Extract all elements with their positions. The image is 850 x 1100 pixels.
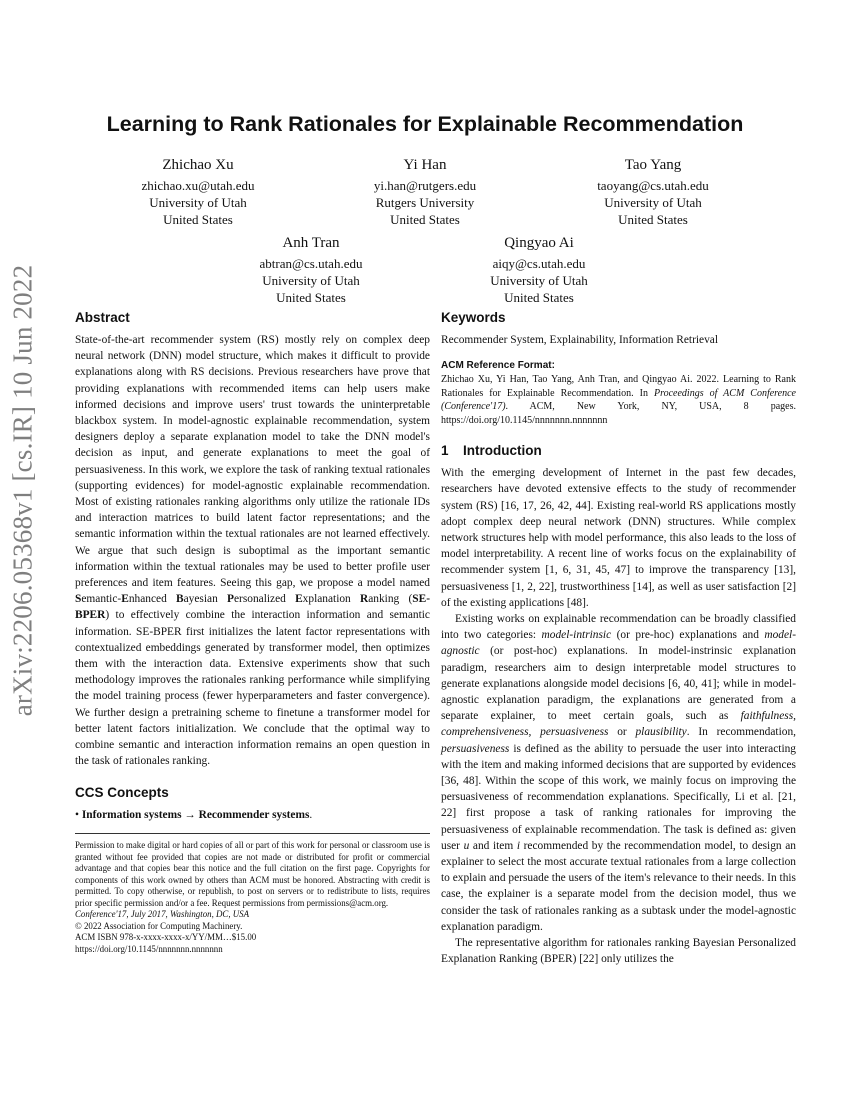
author-email: taoyang@cs.utah.edu [597,178,709,193]
author-name: Zhichao Xu [162,157,234,173]
author-name: Yi Han [403,157,447,173]
model-acronym: SE-BPER [75,593,430,622]
author-country: United States [504,290,574,305]
introduction-heading: 1 Introduction [441,443,542,459]
author-name: Tao Yang [624,157,682,173]
ccs-concept-item: • Information systems → Recommender systems. [75,809,313,822]
author-affiliation: University of Utah [149,195,247,210]
author-affiliation: Rutgers University [375,195,475,210]
author-affiliation: University of Utah [604,195,702,210]
keywords-text: Recommender System, Explainability, Information Retrieval [441,334,718,346]
abstract-heading: Abstract [75,310,130,325]
acm-reference-heading: ACM Reference Format: [441,360,555,372]
keywords-heading: Keywords [441,310,506,325]
author-name: Anh Tran [282,235,340,251]
author-block [563,155,743,228]
conference-info: Conference'17, July 2017, Washington, DC, USA [75,909,250,920]
author-email: yi.han@rutgers.edu [373,178,477,193]
right-column [441,306,796,968]
permission-notice: Permission to make digital or hard copies of all or part of this work for personal or classroom use is granted without fee provided that copies are not made or distributed for profit or commercial advantage and that copies bear this notice and the full citation on the first page. Copyrights for components of this work owned by others than ACM must be honored. Abstracting with credit is permitted. To copy otherwise, or republish, to post on servers or to redistribute to lists, requires prior specific permission and/or a fee. Request permissions from permissions@acm.org. [75,840,430,908]
author-block [335,155,515,228]
acm-reference-text: Zhichao Xu, Yi Han, Tao Yang, Anh Tran, and Qingyao Ai. 2022. Learning to Rank Rationales for Explainable Recommendation. In Proceedings of ACM Conference (Conference'17). ACM, New York, NY, USA, 8 pages. https://doi.org/10.1145/nnnnnnn.nnnnnnn [441,374,796,426]
paper-title: Learning to Rank Rationales for Explainable Recommendation [106,112,744,136]
author-block [108,155,288,228]
abstract-text: State-of-the-art recommender system (RS) mostly rely on complex deep neural network (DNN) model structure, which makes it difficult to provide explanations along with RS decisions. Previous researchers have prove that providing explanations with recommended items can help users make informed decisions and improve users' trust towards the uninterpretable blackbox system. In model-agnostic explainable recommendation, system designers deploy a separate explanation model to take the DNN model's decision as input, and generate explanations to meet the goal of persuasiveness. In this work, we explore the task of ranking textual rationales (supporting evidences) for model-agnostic explainable recommendation. Most of existing rationales ranking algorithms only utilize the rationale IDs and interaction matrices to build latent factor representations; and the semantic information within the textual rationales are not learned effectively. We argue that such design is suboptimal as the important semantic information within the textual rationales may be used to better profile user preferences and item features. Seeing this gap, we propose a model named Semantic-Enhanced Bayesian Personalized Explanation Ranking (SE-BPER) to effectively combine the interaction information and semantic information. SE-BPER first initializes the latent factor representations with contextualized embeddings generated by transformer model, then optimizes them with the interaction data. Extensive experiments show that such methodology improves the rationales ranking performance while simplifying the model training process (fewer hyperparameters and faster convergence). We further design a pretraining scheme to finetune a transformer model for better latent factors initialization. We conclude that the optimal way to combine semantic and interaction information remains an open question in the task of rationales ranking. [75,334,430,768]
footnote-divider [75,833,430,834]
intro-paragraph-3: The representative algorithm for rationales ranking Bayesian Personalized Explanation Ranking (BPER) [22] only utilizes the [441,937,796,966]
intro-paragraph-1: With the emerging development of Internet in the past few decades, researchers have devoted extensive effects to the study of recommender system (RS) [16, 17, 26, 42, 44]. Existing real-world RS applications mostly adopt complex deep neural network (DNN) structures. While complex network structures help with model performance, this also leads to the loss of model interpretability. A recent line of works focus on the explainability of recommender system [1, 6, 31, 45, 47] to improve the transparency [13], persuasiveness [1, 2, 22], trustworthiness [14], as well as user satisfaction [2] of the existing applications [48]. [441,467,796,609]
ccs-heading: CCS Concepts [75,785,169,801]
copyright-line: © 2022 Association for Computing Machinery. [75,920,243,931]
author-email: zhichao.xu@utah.edu [141,178,255,193]
author-country: United States [163,212,233,227]
intro-paragraph-2: Existing works on explainable recommendation can be broadly classified into two categories: model-intrinsic (or pre-hoc) explanations and model-agnostic (or post-hoc) explanations. In model-instrinsic explanation paradigm, researchers aim to design interpretable model structures to generate explanations alongside model decisions [6, 40, 41]; while in model-agnostic explanation paradigm, the explanations are generated from a separate explainer, to meet certain goals, such as faithfulness, comprehensiveness, persuasiveness or plausibility. In recommendation, persuasiveness is defined as the ability to persuade the user into interacting with the item and making informed decisions that are supported by evidences [36, 48]. Within the scope of this work, we mainly focus on improving the persuasiveness of recommendation explanations. Specifically, Li et al. [21, 22] first propose a task of ranking rationales for improving the persuasiveness of explainable recommendation. The task is defined as: given user u and item i recommended by the recommendation model, to design an explainer to select the most accurate textual rationales from a large collection to explain and persuade the users of the item's relevance to their needs. In this case, the explainer is a separate model from the decision model, thus we consider the task of rationales ranking as a subtask under the model-agnostic explanation paradigm. [441,613,797,933]
author-country: United States [276,290,346,305]
author-email: abtran@cs.utah.edu [259,256,363,271]
author-country: United States [618,212,688,227]
left-column [75,306,430,955]
author-block [221,233,401,306]
doi-line: https://doi.org/10.1145/nnnnnnn.nnnnnnn [75,943,223,954]
author-block [449,233,629,306]
author-affiliation: University of Utah [262,273,360,288]
author-affiliation: University of Utah [490,273,588,288]
author-country: United States [390,212,460,227]
author-email: aiqy@cs.utah.edu [492,256,586,271]
author-name: Qingyao Ai [504,235,574,251]
arxiv-identifier-stamp [3,264,43,716]
isbn-line: ACM ISBN 978-x-xxxx-xxxx-x/YY/MM…$15.00 [75,932,257,943]
arxiv-identifier-text: arXiv:2206.05368v1 [cs.IR] 10 Jun 2022 [7,264,38,716]
